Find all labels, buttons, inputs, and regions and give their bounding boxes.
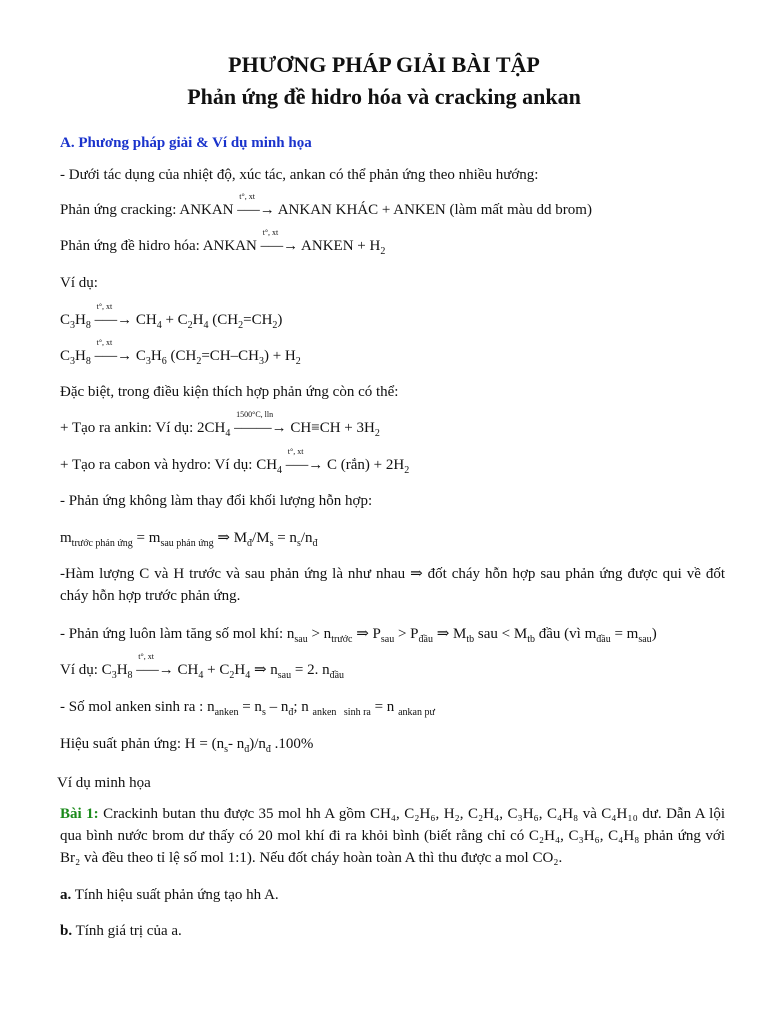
reaction-arrow: – t°, xt —→ — [260, 228, 299, 254]
ankin-line: + Tạo ra ankin: Ví dụ: $2CH_4$ – 1500°C, lln ——→ $CH\equiv CH + 3H_2$ — [60, 410, 380, 439]
section-a-heading: A. Phương pháp giải & Ví dụ minh họa — [60, 135, 312, 151]
hieusuat-line: Hiệu suất phản ứng: $H = (n_s-$ $n_đ)/n_đ$ .100% — [60, 736, 314, 755]
page-title: PHƯƠNG PHÁP GIẢI BÀI TẬP — [228, 52, 540, 77]
vidu-label: Ví dụ: — [60, 275, 98, 291]
equation-1: $C_3H_8$ – t°, xt —→ $CH_4 + C_2H_4$ $(CH_2=CH_2)$ — [60, 302, 283, 331]
dehydro-line: Phản ứng đề hidro hóa: ANKAN – t°, xt —→ ANKEN + $H_2$ — [60, 228, 386, 257]
bai1-label: Bài 1: — [60, 806, 99, 822]
reaction-arrow: – t°, xt —→ — [136, 652, 174, 678]
reaction-arrow: – t°, xt —→ — [94, 338, 133, 364]
anken-mol-line: - Số mol anken sinh ra : $n_{anken} = n_s - n_đ$; n $_{anken sinh ra}$ = n $_{ankan pư}$ — [60, 699, 435, 718]
reaction-arrow: – t°, xt —→ — [94, 302, 133, 328]
vidu-minhhoa-label: Ví dụ minh họa — [57, 775, 151, 791]
vidu2-line: Ví dụ: $C_3H_8$ – t°, xt —→ $CH_4 + C_2H_4$ ⇒ $n_{sau} = 2$. $n_{đầu}$ — [60, 652, 345, 681]
bai1-question-b: b. Tính giá trị của a. — [60, 923, 182, 939]
hamluong-paragraph: -Hàm lượng C và H trước và sau phản ứng là như nhau ⇒ đốt cháy hỗn hợp sau phản ứng được qui về đốt cháy hỗn hợp trước phản ứng. — [60, 566, 725, 604]
intro-line: - Dưới tác dụng của nhiệt độ, xúc tác, ankan có thể phản ứng theo nhiều hướng: — [60, 167, 539, 183]
page-subtitle: Phản ứng đề hidro hóa và cracking ankan — [187, 84, 581, 109]
bai1-paragraph — [60, 803, 725, 869]
bai1-text: Crackinh butan thu được 35 mol hh A gồm CH₄, C₂H₆, H₂, C₂H₄, C₃H₆, C₄H₈ và C₄H₁₀ dư. Dẫn A lội qua bình nước brom dư thấy có 20 mol khí đi ra khỏi bình (biết rằng chỉ có C₂H₄, C₃H₆, C₄H₈ phản ứng với Br₂ và đều theo tỉ lệ số mol 1:1). Nếu đốt cháy hoàn toàn A thì thu được a mol CO₂. — [60, 806, 725, 866]
reaction-arrow: – t°, xt —→ — [285, 447, 324, 473]
bai1-question-a: a. Tính hiệu suất phản ứng tạo hh A. — [60, 887, 279, 903]
cabon-line: + Tạo ra cabon và hydro: Ví dụ: $CH_4$ – t°, xt —→ C (rắn) + $2H_2$ — [60, 447, 410, 476]
reaction-arrow: – 1500°C, lln ——→ — [234, 410, 287, 436]
reaction-arrow: – t°, xt —→ — [237, 192, 275, 218]
mass-note: - Phản ứng không làm thay đổi khối lượng hỗn hợp: — [60, 493, 373, 509]
equation-2: $C_3H_8$ – t°, xt —→ $C_3H_6$ $(CH_2=CH-CH_3) + H_2$ — [60, 338, 301, 367]
cracking-line: Phản ứng cracking: ANKAN – t°, xt —→ ANKAN KHÁC + ANKEN (làm mất màu dd brom) — [60, 192, 592, 218]
special-line: Đặc biệt, trong điều kiện thích hợp phản ứng còn có thể: — [60, 384, 399, 400]
mass-equation: $m_{trước phản ứng} = m_{sau phản ứng}$ ⇒ $M_đ/M_s = n_s/n_đ$ — [60, 530, 318, 549]
mol-increase-line: - Phản ứng luôn làm tăng số mol khí: $n_{sau} > n_{trước}$ ⇒ $P_{sau} > P_{đầu}$ ⇒ $M_{tb}$ sau < $M_{tb}$ đầu (vì $m_{đầu} = m_{sau}$) — [60, 626, 657, 645]
